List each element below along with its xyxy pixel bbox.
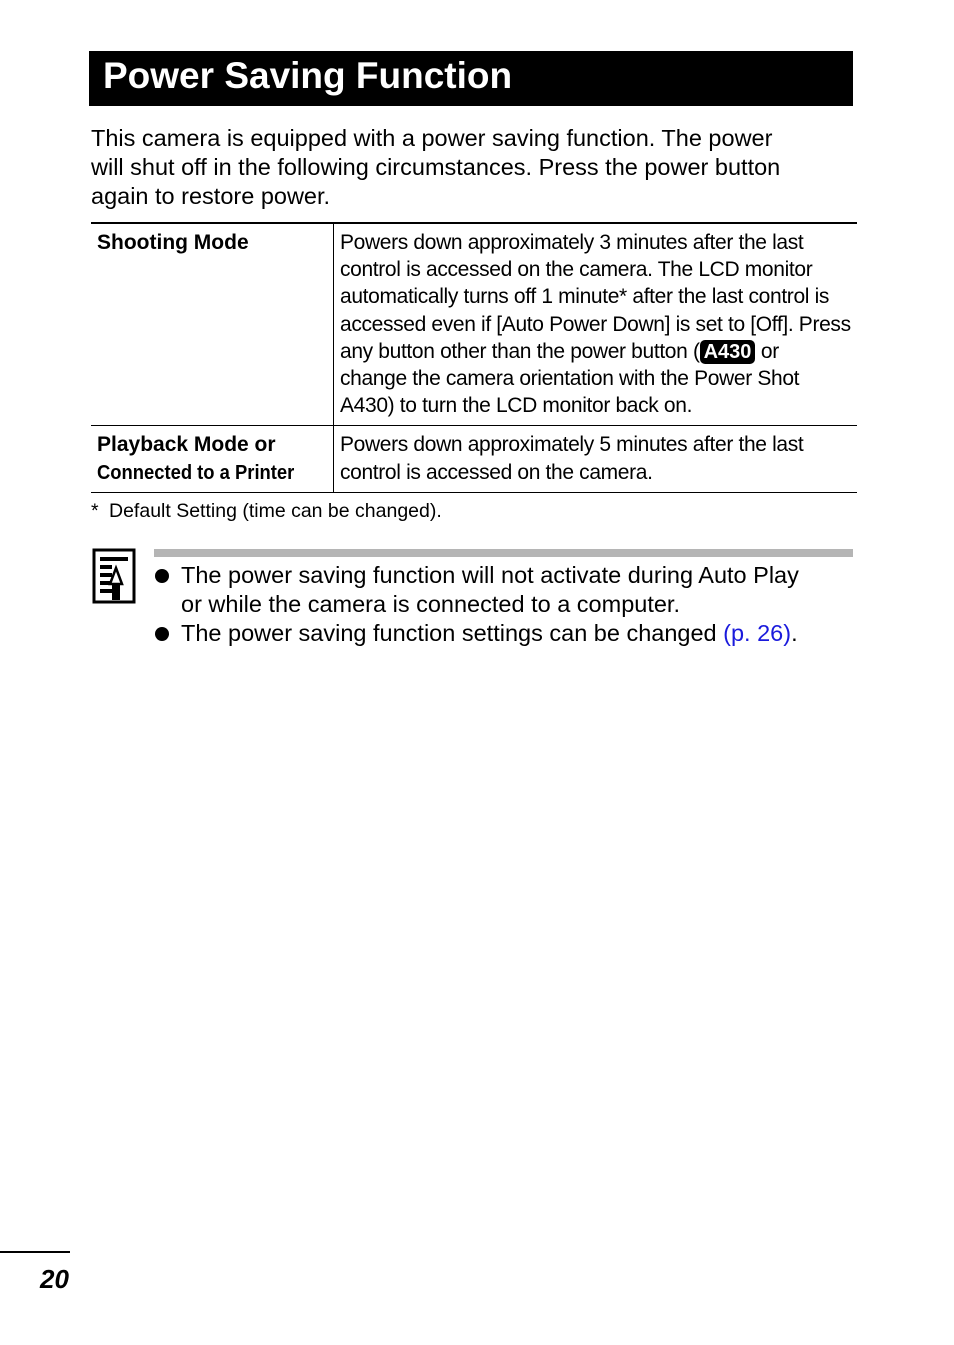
mode-label-shooting: Shooting Mode	[97, 231, 249, 254]
title-bar	[89, 51, 853, 106]
note-2-text: The power saving function settings can be changed	[181, 620, 724, 646]
description-playback: Powers down approximately 5 minutes after the last control is accessed on the camera.	[340, 433, 804, 484]
note-1-line2: or while the camera is connected to a computer.	[181, 591, 680, 617]
intro-paragraph	[91, 124, 851, 211]
description-shooting-part1: Powers down approximately 3 minutes after the last control is accessed on the camera. The LCD monitor automatically turns off 1 minute* after the last control is accessed even if [Auto Power Down] is set to [Off]. Press any button other than the power button (	[340, 231, 851, 363]
mode-cell-playback	[91, 426, 334, 492]
notes-list	[154, 561, 874, 648]
bullet-icon	[155, 627, 169, 641]
footnote-marker: *	[91, 500, 99, 522]
footnote	[91, 499, 442, 523]
description-cell-playback	[334, 426, 858, 492]
description-cell-shooting	[334, 223, 858, 426]
intro-line-2: will shut off in the following circumstances. Press the power button	[91, 154, 781, 180]
note-divider	[154, 549, 853, 557]
mode-label-playback-line2: Connected to a Printer	[97, 462, 295, 485]
mode-cell-shooting	[91, 223, 334, 426]
note-2-trailing: .	[791, 620, 798, 646]
page-reference-link[interactable]: (p. 26)	[723, 620, 792, 646]
page-number-rule	[0, 1251, 70, 1253]
note-icon	[92, 548, 136, 604]
mode-label-playback-line1: Playback Mode or	[97, 433, 276, 457]
intro-line-3: again to restore power.	[91, 183, 331, 209]
table-row-shooting	[91, 223, 857, 426]
footnote-text: Default Setting (time can be changed).	[109, 500, 442, 522]
page-number: 20	[40, 1264, 69, 1294]
list-item	[154, 561, 874, 619]
table-row-playback	[91, 426, 857, 492]
note-1-line1: The power saving function will not activate during Auto Play	[181, 562, 799, 588]
page-title: Power Saving Function	[103, 55, 513, 96]
intro-line-1: This camera is equipped with a power saving function. The power	[91, 125, 773, 151]
description-shooting-part2: or change the camera orientation with the Power Shot A430) to turn the LCD monitor back on.	[340, 339, 800, 418]
bullet-icon	[155, 569, 169, 583]
model-badge-a430: A430	[700, 340, 756, 364]
list-item	[154, 619, 874, 648]
power-saving-table	[91, 222, 857, 493]
